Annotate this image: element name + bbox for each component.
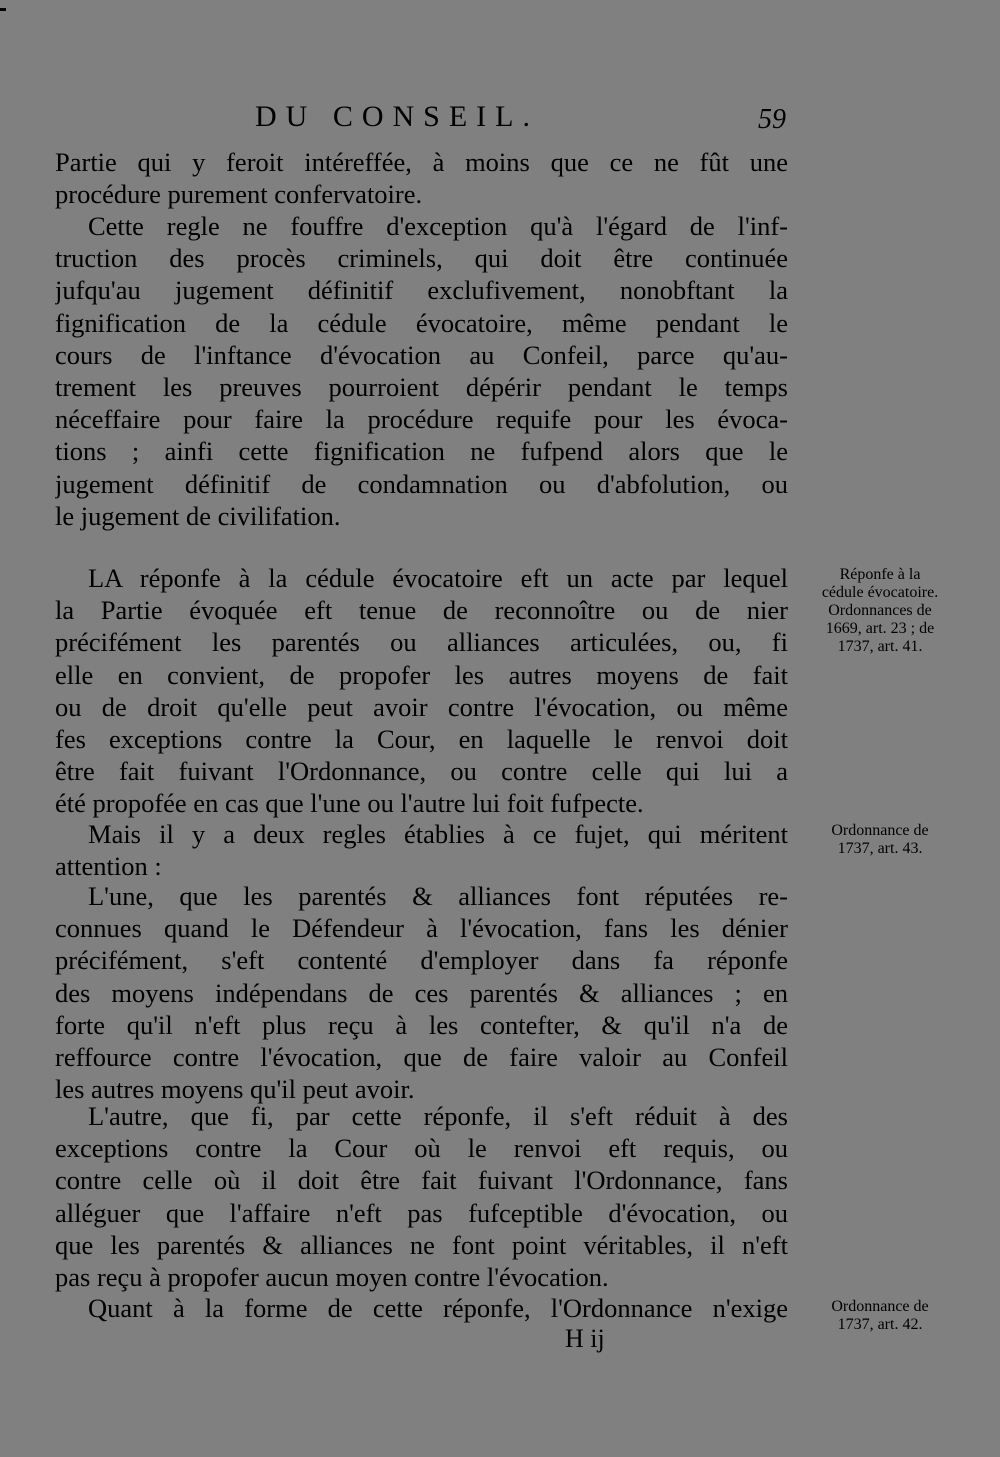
paragraph bbox=[55, 1292, 788, 1324]
paragraph bbox=[55, 210, 788, 532]
text-line: néceffaire pour faire la procédure requife pour les évoca- bbox=[55, 404, 788, 435]
text-line: Cette regle ne fouffre d'exception qu'à l'égard de l'inf- bbox=[88, 211, 788, 241]
text-line: le jugement de civilifation. bbox=[55, 500, 341, 531]
text-line: LA réponfe à la cédule évocatoire eft un acte par lequel bbox=[88, 563, 788, 593]
running-head bbox=[0, 100, 1000, 140]
text-line: exceptions contre la Cour où le renvoi eft requis, ou bbox=[55, 1133, 788, 1164]
text-line: L'autre, que fi, par cette réponfe, il s'eft réduit à des bbox=[88, 1101, 788, 1131]
text-line: la Partie évoquée eft tenue de reconnoître ou de nier bbox=[55, 595, 788, 626]
text-line: précifément les parentés ou alliances articulées, ou, fi bbox=[55, 627, 788, 658]
text-line: Mais il y a deux regles établies à ce fujet, qui méritent bbox=[88, 819, 788, 849]
marginal-line: 1737, art. 43. bbox=[837, 840, 923, 857]
text-line: procédure purement confervatoire. bbox=[55, 179, 423, 210]
text-line: Quant à la forme de cette réponfe, l'Ordonnance n'exige bbox=[88, 1293, 788, 1323]
text-line: les autres moyens qu'il peut avoir. bbox=[55, 1074, 415, 1105]
text-line: fignification de la cédule évocatoire, même pendant le bbox=[55, 307, 788, 338]
text-line: jufqu'au jugement définitif exclufivement, nonobftant la bbox=[55, 275, 788, 306]
text-line: que les parentés & alliances ne font point véritables, il n'eft bbox=[55, 1229, 788, 1260]
paragraph bbox=[55, 562, 788, 820]
marginal-line: Ordonnance de bbox=[831, 1298, 929, 1315]
running-title: DU CONSEIL. bbox=[255, 100, 539, 133]
text-line: reffource contre l'évocation, que de faire valoir au Confeil bbox=[55, 1041, 788, 1072]
text-line: tions ; ainfi cette fignification ne fufpend alors que le bbox=[55, 436, 788, 467]
text-line: pas reçu à propofer aucun moyen contre l'évocation. bbox=[55, 1261, 609, 1292]
paragraph bbox=[55, 880, 788, 1105]
text-line: truction des procès criminels, qui doit être continuée bbox=[55, 243, 788, 274]
text-line: fes exceptions contre la Cour, en laquelle le renvoi doit bbox=[55, 723, 788, 754]
marginal-note bbox=[800, 822, 960, 858]
marginal-note bbox=[800, 566, 960, 656]
marginal-line: Ordonnance de bbox=[831, 822, 929, 839]
text-line: été propofée en cas que l'une ou l'autre lui foit fufpecte. bbox=[55, 788, 644, 819]
text-line: connues quand le Défendeur à l'évocation, fans les dénier bbox=[55, 913, 788, 944]
text-line: cours de l'inftance d'évocation au Confeil, parce qu'au- bbox=[55, 339, 788, 370]
text-line: elle en convient, de propofer les autres moyens de fait bbox=[55, 659, 788, 690]
text-line: attention : bbox=[55, 851, 162, 882]
text-line: Partie qui y feroit intéreffée, à moins que ce ne fût une bbox=[55, 147, 788, 177]
text-line: jugement définitif de condamnation ou d'abfolution, ou bbox=[55, 468, 788, 499]
text-line: alléguer que l'affaire n'eft pas fufceptible d'évocation, ou bbox=[55, 1197, 788, 1228]
signature-mark: H ij bbox=[565, 1324, 605, 1353]
text-line: des moyens indépendans de ces parentés & alliances ; en bbox=[55, 977, 788, 1008]
text-line: être fait fuivant l'Ordonnance, ou contre celle qui lui a bbox=[55, 756, 788, 787]
marginal-line: Ordonnances de bbox=[828, 602, 932, 619]
text-line: précifément, s'eft contenté d'employer dans fa réponfe bbox=[55, 945, 788, 976]
paragraph bbox=[55, 1100, 788, 1293]
marginal-line: cédule évocatoire. bbox=[821, 584, 939, 601]
text-line: contre celle où il doit être fait fuivant l'Ordonnance, fans bbox=[55, 1165, 788, 1196]
paragraph bbox=[55, 146, 788, 210]
marginal-line: Réponfe à la bbox=[839, 566, 921, 583]
text-line: forte qu'il n'eft plus reçu à les contefter, & qu'il n'a de bbox=[55, 1009, 788, 1040]
text-line: ou de droit qu'elle peut avoir contre l'évocation, ou même bbox=[55, 691, 788, 722]
marginal-line: 1669, art. 23 ; de bbox=[825, 620, 935, 637]
text-line: L'une, que les parentés & alliances font réputées re- bbox=[88, 881, 788, 911]
marginal-line: 1737, art. 42. bbox=[837, 1316, 923, 1333]
marginal-note bbox=[800, 1298, 960, 1334]
edge-mark bbox=[0, 8, 6, 11]
page-number: 59 bbox=[758, 104, 786, 135]
marginal-line: 1737, art. 41. bbox=[837, 638, 923, 655]
paragraph bbox=[55, 818, 788, 882]
text-line: trement les preuves pourroient dépérir pendant le temps bbox=[55, 371, 788, 402]
